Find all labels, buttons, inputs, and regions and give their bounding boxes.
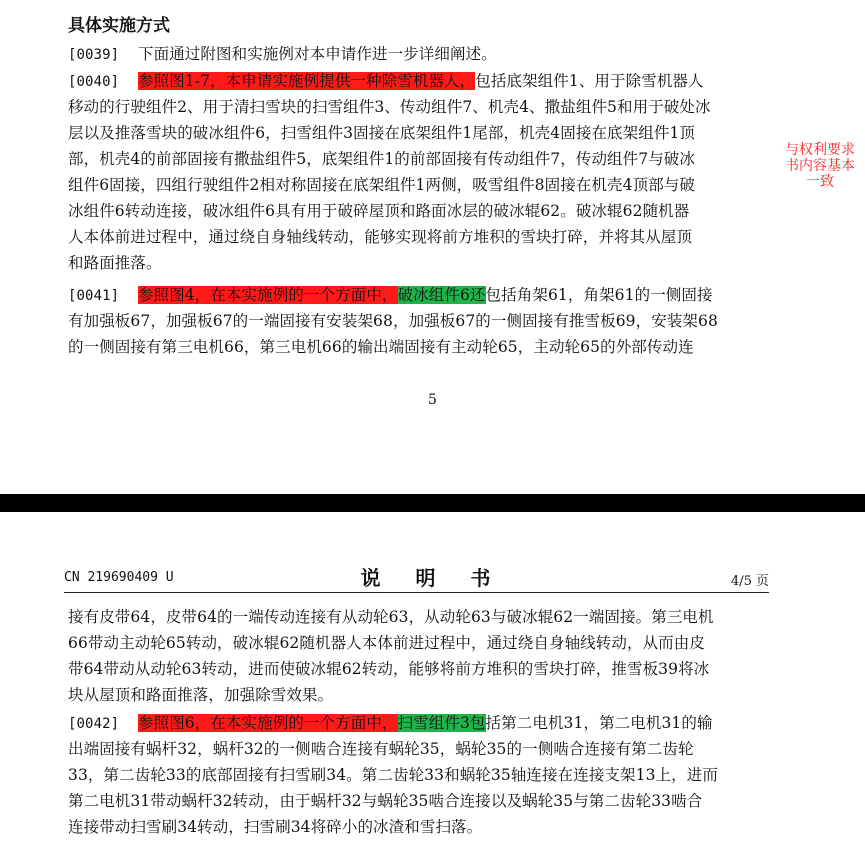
paragraph-0040-line-1 [68,68,773,95]
paragraph-text: 括第二电机31，第二电机31的输 [485,714,713,732]
paragraph-text: 下面通过附图和实施例对本申请作进一步详细阐述。 [138,45,497,63]
paragraph-line: 带64带动从动轮63转动，进而使破冰辊62转动，能够将前方堆积的雪块打碎，推雪板39将冰 [68,660,710,678]
highlight-green: 扫雪组件3包 [397,714,486,732]
paragraph-number: [0041] [68,288,120,304]
page-number: 5 [428,392,437,408]
page-indicator: 4/5 页 [730,574,769,589]
paragraph-line: 的一侧固接有第三电机66，第三电机66的输出端固接有主动轮65，主动轮65的外部传动连 [68,338,694,356]
document-title: 说 明 书 [360,566,505,590]
paragraph-0042-line-1 [68,710,773,737]
section-heading: 具体实施方式 [68,16,170,36]
paragraph-line: 接有皮带64，皮带64的一端传动连接有从动轮63，从动轮63与破冰辊62一端固接。第三电机 [68,608,714,626]
margin-annotation: 与权利要求书内容基本一致 [785,142,855,190]
paragraph-line: 移动的行驶组件2、用于清扫雪块的扫雪组件3、传动组件7、机壳4、撒盐组件5和用于破处冰 [68,98,711,116]
paragraph-text: 包括底架组件1、用于除雪机器人 [475,72,704,90]
paragraph-line: 人本体前进过程中，通过绕自身轴线转动，能够实现将前方堆积的雪块打碎，并将其从屋顶 [68,228,693,246]
paragraph-number: [0039] [68,47,120,63]
page-divider [0,494,865,512]
paragraph-line: 部，机壳4的前部固接有撒盐组件5，底架组件1的前部固接有传动组件7，传动组件7与破冰 [68,150,696,168]
paragraph-line: 和路面推落。 [68,254,162,272]
paragraph-line: 组件6固接，四组行驶组件2相对称固接在底架组件1两侧，吸雪组件8固接在机壳4顶部与破 [68,176,696,194]
paragraph-line: 66带动主动轮65转动，破冰辊62随机器人本体前进过程中，通过绕自身轴线转动，从而由皮 [68,634,705,652]
paragraph-line: 块从屋顶和路面推落，加强除雪效果。 [68,686,334,704]
paragraph-line: 出端固接有蜗杆32，蜗杆32的一侧啮合连接有蜗轮35，蜗轮35的一侧啮合连接有第二齿轮 [68,740,694,758]
paragraph-number: [0042] [68,716,120,732]
paragraph-line: 冰组件6转动连接，破冰组件6具有用于破碎屋顶和路面冰层的破冰辊62。破冰辊62随机器 [68,202,690,220]
highlight-red: 参照图6，在本实施例的一个方面中， [138,714,398,732]
paragraph-line: 33，第二齿轮33的底部固接有扫雪刷34。第二齿轮33和蜗轮35轴连接在连接支架13上，进而 [68,766,718,784]
paragraph-0041-line-1 [68,282,773,309]
highlight-green: 破冰组件6还 [397,286,486,304]
highlight-red: 参照图4，在本实施例的一个方面中， [138,286,398,304]
highlight-red: 参照图1-7，本申请实施例提供一种除雪机器人， [138,72,476,90]
paragraph-line: 层以及推落雪块的破冰组件6，扫雪组件3固接在底架组件1尾部，机壳4固接在底架组件1顶 [68,124,696,142]
paragraph-number: [0040] [68,74,120,90]
paragraph-line: 有加强板67，加强板67的一端固接有安装架68，加强板67的一侧固接有推雪板69，安装架68 [68,312,718,330]
header-rule [64,592,769,593]
paragraph-0039 [68,41,773,68]
patent-number: CN 219690409 U [64,570,174,585]
paragraph-text: 包括角架61，角架61的一侧固接 [485,286,713,304]
paragraph-line: 第二电机31带动蜗杆32转动，由于蜗杆32与蜗轮35啮合连接以及蜗轮35与第二齿轮33啮合 [68,792,703,810]
paragraph-line: 连接带动扫雪刷34转动，扫雪刷34将碎小的冰渣和雪扫落。 [68,818,483,836]
